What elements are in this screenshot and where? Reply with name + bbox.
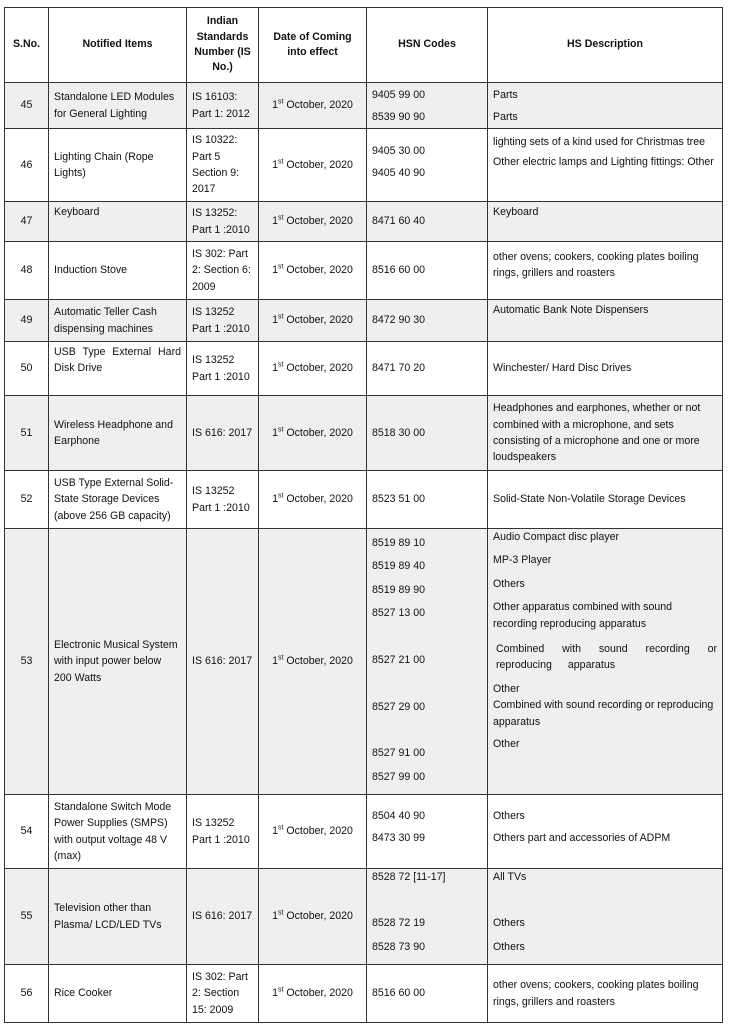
cell-item: Standalone LED Modules for General Lighting: [49, 83, 187, 129]
hsn-code: 8523 51 00: [372, 493, 426, 506]
date-suffix: st: [277, 986, 284, 994]
cell-description: [488, 529, 723, 795]
date-rest: October, 2020: [283, 655, 353, 668]
date-suffix: st: [277, 214, 284, 222]
hsn-code: 8519 89 40: [372, 560, 426, 573]
cell-is-number: IS 302: Part 2: Section 6: 2009: [187, 242, 259, 300]
cell-hsn: [367, 965, 488, 1023]
cell-is-number: IS 616: 2017: [187, 396, 259, 471]
hsn-code: 8473 30 99: [372, 832, 426, 845]
date-day: 1: [272, 314, 278, 327]
hs-description: Combined with sound recording or reproducing apparatus: [493, 699, 714, 728]
cell-sno: 52: [5, 471, 49, 529]
hs-description: Other electric lamps and Lighting fittings: Other: [493, 156, 714, 169]
date-day: 1: [272, 987, 278, 1000]
table-row: [5, 529, 723, 795]
cell-is-number: IS 10322: Part 5 Section 9: 2017: [187, 129, 259, 202]
cell-sno: 55: [5, 869, 49, 965]
table-row: [5, 129, 723, 202]
cell-item: Keyboard: [49, 202, 187, 242]
hs-description: Keyboard: [493, 206, 539, 218]
cell-is-number: IS 13252 Part 1 :2010: [187, 342, 259, 396]
cell-date: [259, 83, 367, 129]
hsn-code: 8527 91 00: [372, 747, 426, 760]
table-row: [5, 471, 723, 529]
cell-hsn: [367, 529, 488, 795]
cell-hsn: [367, 300, 488, 342]
hsn-code: 8519 89 90: [372, 583, 426, 596]
date-day: 1: [272, 99, 278, 112]
cell-item: Lighting Chain (Rope Lights): [49, 129, 187, 202]
cell-is-number: IS 302: Part 2: Section 15: 2009: [187, 965, 259, 1023]
cell-sno: 49: [5, 300, 49, 342]
cell-sno: 51: [5, 396, 49, 471]
cell-sno: 46: [5, 129, 49, 202]
cell-item: Standalone Switch Mode Power Supplies (SMPS) with output voltage 48 V (max): [49, 795, 187, 869]
cell-sno: 56: [5, 965, 49, 1023]
date-day: 1: [272, 825, 278, 838]
cell-is-number: IS 616: 2017: [187, 869, 259, 965]
hs-description: Combined with sound recording or reproducing apparatus: [496, 643, 717, 672]
cell-hsn: [367, 242, 488, 300]
date-rest: October, 2020: [283, 910, 353, 923]
date-rest: October, 2020: [283, 362, 353, 375]
cell-sno: 50: [5, 342, 49, 396]
date-day: 1: [272, 264, 278, 277]
cell-item: USB Type External Solid-State Storage Devices (above 256 GB capacity): [49, 471, 187, 529]
header-row: [5, 8, 723, 83]
cell-date: [259, 342, 367, 396]
cell-description: [488, 83, 723, 129]
hsn-code: 9405 40 90: [372, 167, 426, 180]
table-row: [5, 965, 723, 1023]
hsn-code: 9405 30 00: [372, 145, 426, 157]
hs-description: Other: [493, 738, 520, 751]
cell-description: [488, 300, 723, 342]
table-row: [5, 83, 723, 129]
cell-date: [259, 869, 367, 965]
table-row: [5, 396, 723, 471]
date-rest: October, 2020: [283, 215, 353, 228]
date-day: 1: [272, 493, 278, 506]
table-row: [5, 300, 723, 342]
date-rest: October, 2020: [283, 493, 353, 506]
hsn-code: 8504 40 90: [372, 810, 426, 822]
cell-description: [488, 396, 723, 471]
header-hsn: HSN Codes: [367, 8, 488, 83]
cell-sno: 48: [5, 242, 49, 300]
hsn-code: 8471 70 20: [372, 362, 426, 375]
hsn-code: 8527 99 00: [372, 770, 426, 783]
hs-description: Automatic Bank Note Dispensers: [493, 304, 649, 316]
date-suffix: st: [277, 824, 284, 832]
hs-description: Others: [493, 940, 525, 953]
hs-description: Parts: [493, 89, 518, 101]
date-suffix: st: [277, 361, 284, 369]
cell-hsn: [367, 869, 488, 965]
hs-description: Others: [493, 577, 525, 590]
hs-description: Others part and accessories of ADPM: [493, 832, 671, 845]
hsn-code: 8527 21 00: [372, 653, 426, 666]
cell-item: Induction Stove: [49, 242, 187, 300]
date-suffix: st: [277, 158, 284, 166]
header-description: HS Description: [488, 8, 723, 83]
hs-description: Other apparatus combined with sound recording reproducing apparatus: [493, 601, 673, 630]
date-rest: October, 2020: [283, 99, 353, 112]
cell-is-number: IS 13252 Part 1 :2010: [187, 795, 259, 869]
cell-hsn: [367, 471, 488, 529]
date-suffix: st: [277, 313, 284, 321]
cell-date: [259, 300, 367, 342]
hs-description: Winchester/ Hard Disc Drives: [493, 362, 632, 375]
cell-date: [259, 471, 367, 529]
cell-is-number: IS 16103: Part 1: 2012: [187, 83, 259, 129]
cell-description: [488, 129, 723, 202]
hsn-code: 8519 89 10: [372, 537, 426, 549]
date-day: 1: [272, 158, 278, 171]
cell-description: [488, 965, 723, 1023]
hsn-code: 8516 60 00: [372, 264, 426, 277]
hs-description: Other: [493, 682, 520, 695]
hs-description: lighting sets of a kind used for Christmas tree: [493, 136, 705, 148]
cell-item: Rice Cooker: [49, 965, 187, 1023]
cell-is-number: IS 13252 Part 1 :2010: [187, 300, 259, 342]
date-suffix: st: [277, 492, 284, 500]
hs-description: Others: [493, 917, 525, 930]
hsn-code: 8518 30 00: [372, 426, 426, 439]
cell-hsn: [367, 795, 488, 869]
date-day: 1: [272, 426, 278, 439]
cell-sno: 47: [5, 202, 49, 242]
cell-sno: 54: [5, 795, 49, 869]
table-row: [5, 795, 723, 869]
cell-description: [488, 202, 723, 242]
table-row: [5, 869, 723, 965]
cell-hsn: [367, 342, 488, 396]
cell-item: USB Type External Hard Disk Drive: [49, 342, 187, 396]
hsn-code: 9405 99 00: [372, 89, 426, 101]
date-suffix: st: [277, 263, 284, 271]
hs-description: Audio Compact disc player: [493, 531, 620, 543]
date-rest: October, 2020: [283, 314, 353, 327]
hs-description: Others: [493, 810, 525, 822]
hsn-code: 8528 73 90: [372, 940, 426, 953]
date-day: 1: [272, 362, 278, 375]
cell-is-number: IS 616: 2017: [187, 529, 259, 795]
table-row: [5, 242, 723, 300]
cell-hsn: [367, 129, 488, 202]
date-rest: October, 2020: [283, 987, 353, 1000]
date-day: 1: [272, 215, 278, 228]
cell-description: [488, 869, 723, 965]
cell-date: [259, 795, 367, 869]
hs-description: Parts: [493, 111, 518, 124]
hs-description: Solid-State Non-Volatile Storage Devices: [493, 493, 686, 506]
hs-description: MP-3 Player: [493, 554, 552, 567]
cell-description: [488, 342, 723, 396]
cell-sno: 45: [5, 83, 49, 129]
hsn-code: 8528 72 19: [372, 917, 426, 930]
table-row: [5, 342, 723, 396]
hsn-code: 8539 90 90: [372, 111, 426, 124]
cell-hsn: [367, 83, 488, 129]
date-suffix: st: [277, 98, 284, 106]
hsn-code: 8471 60 40: [372, 215, 426, 228]
table-row: [5, 202, 723, 242]
cell-hsn: [367, 202, 488, 242]
cell-description: [488, 242, 723, 300]
cell-date: [259, 529, 367, 795]
date-day: 1: [272, 655, 278, 668]
hs-description: other ovens; cookers, cooking plates boiling rings, grillers and roasters: [493, 979, 699, 1008]
date-suffix: st: [277, 654, 284, 662]
hsn-code: 8527 29 00: [372, 701, 426, 714]
cell-item: Electronic Musical System with input power below 200 Watts: [49, 529, 187, 795]
hsn-code: 8527 13 00: [372, 607, 426, 620]
cell-sno: 53: [5, 529, 49, 795]
date-rest: October, 2020: [283, 158, 353, 171]
cell-date: [259, 965, 367, 1023]
date-rest: October, 2020: [283, 264, 353, 277]
hsn-code: 8516 60 00: [372, 987, 426, 1000]
cell-date: [259, 202, 367, 242]
cell-date: [259, 129, 367, 202]
date-suffix: st: [277, 426, 284, 434]
date-suffix: st: [277, 909, 284, 917]
header-notified-items: Notified Items: [49, 8, 187, 83]
notified-items-table: [4, 7, 723, 1023]
cell-is-number: IS 13252: Part 1 :2010: [187, 202, 259, 242]
hs-description: Headphones and earphones, whether or not combined with a microphone, and sets consisting of a microphone and one or more loudspeakers: [493, 402, 701, 464]
cell-date: [259, 396, 367, 471]
date-day: 1: [272, 910, 278, 923]
hsn-code: 8528 72 [11-17]: [372, 871, 446, 883]
cell-item: Wireless Headphone and Earphone: [49, 396, 187, 471]
hs-description: All TVs: [493, 871, 527, 883]
cell-item: Automatic Teller Cash dispensing machines: [49, 300, 187, 342]
header-date: Date of Coming into effect: [259, 8, 367, 83]
cell-date: [259, 242, 367, 300]
header-sno: S.No.: [5, 8, 49, 83]
date-rest: October, 2020: [283, 426, 353, 439]
date-rest: October, 2020: [283, 825, 353, 838]
cell-item: Television other than Plasma/ LCD/LED TVs: [49, 869, 187, 965]
cell-is-number: IS 13252 Part 1 :2010: [187, 471, 259, 529]
cell-description: [488, 795, 723, 869]
cell-hsn: [367, 396, 488, 471]
hsn-code: 8472 90 30: [372, 314, 426, 327]
cell-description: [488, 471, 723, 529]
hs-description: other ovens; cookers, cooking plates boiling rings, grillers and roasters: [493, 251, 699, 280]
header-is-number: Indian Standards Number (IS No.): [187, 8, 259, 83]
